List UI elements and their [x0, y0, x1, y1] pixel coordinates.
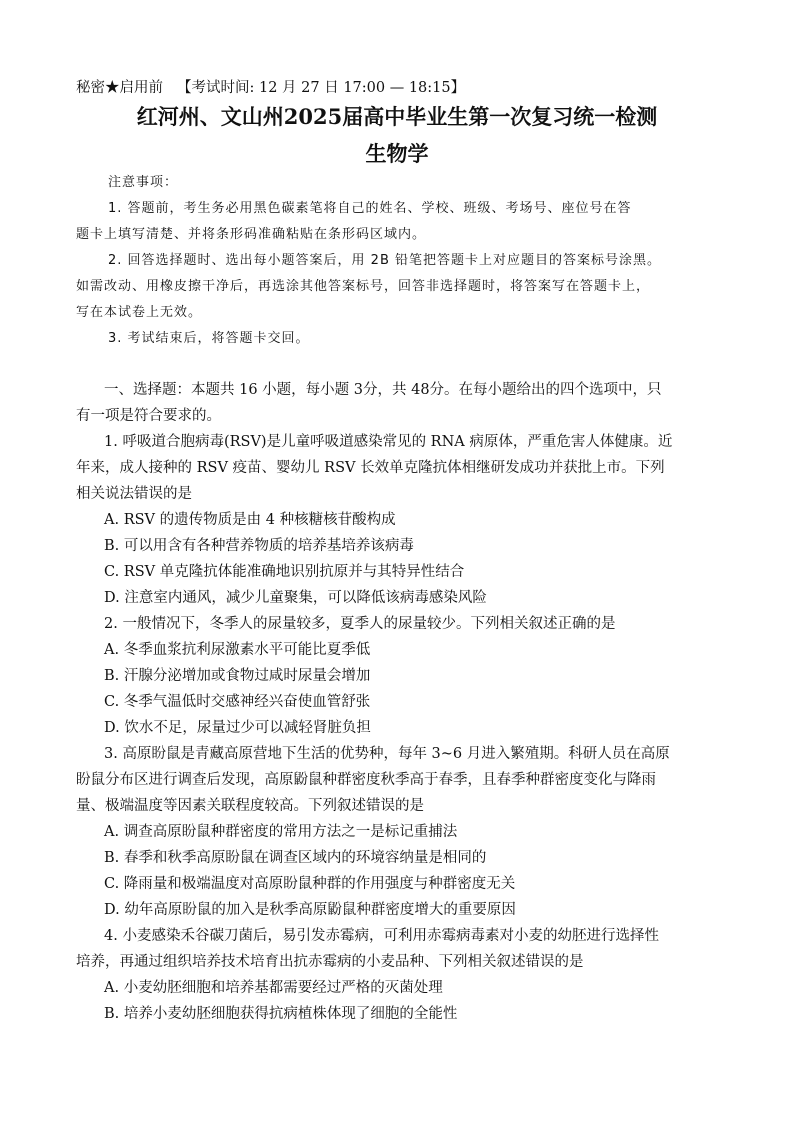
subject-title: 生物学 — [365, 141, 429, 166]
question-1-option-d: D. 注意室内通风，减少儿童聚集，可以降低该病毒感染风险 — [104, 590, 487, 606]
question-3-option-d: D. 幼年高原盼鼠的加入是秋季高原鼢鼠种群密度增大的重要原因 — [104, 902, 516, 918]
question-3-option-a: A. 调查高原盼鼠种群密度的常用方法之一是标记重捕法 — [104, 824, 458, 840]
confidential-label: 秘密★启用前 — [76, 80, 163, 96]
question-3-stem: 量、极端温度等因素关联程度较高。下列叙述错误的是 — [76, 798, 424, 814]
header-line — [76, 78, 465, 98]
notice-line: 题卡上填写清楚、并将条形码准确粘贴在条形码区域内。 — [76, 227, 427, 242]
notice-line: 写在本试卷上无效。 — [76, 305, 203, 320]
question-4-stem: 4. 小麦感染禾谷碳刀菌后，易引发赤霉病，可利用赤霉病毒素对小麦的幼胚进行选择性 — [104, 928, 659, 944]
exam-title: 红河州、文山州2025届高中毕业生第一次复习统一检测 — [136, 104, 658, 129]
section-instructions: 一、选择题：本题共 16 小题，每小题 3分，共 48分。在每小题给出的四个选项中，只 — [104, 382, 662, 398]
question-4-option-a: A. 小麦幼胚细胞和培养基都需要经过严格的灭菌处理 — [104, 980, 443, 996]
exam-time: 【考试时间: 12 月 27 日 17:00 — 18:15】 — [177, 80, 466, 96]
notice-line: 1. 答题前，考生务必用黑色碳素笔将自己的姓名、学校、班级、考场号、座位号在答 — [108, 201, 632, 216]
section-instructions-cont: 有一项是符合要求的。 — [76, 408, 221, 424]
question-2-option-a: A. 冬季血浆抗利尿激素水平可能比夏季低 — [104, 642, 371, 658]
question-3-option-b: B. 春季和秋季高原盼鼠在调查区域内的环境容纳量是相同的 — [104, 850, 487, 866]
question-2-option-c: C. 冬季气温低时交感神经兴奋使血管舒张 — [104, 694, 371, 710]
question-2-stem: 2. 一般情况下，冬季人的尿量较多，夏季人的尿量较少。下列相关叙述正确的是 — [104, 616, 616, 632]
notice-line: 2. 回答选择题时、选出每小题答案后，用 2B 铅笔把答题卡上对应题目的答案标号涂黑。 — [108, 253, 661, 268]
question-1-stem: 年来，成人接种的 RSV 疫苗、婴幼儿 RSV 长效单克隆抗体相继研发成功并获批上市。下列 — [76, 460, 665, 476]
question-3-stem: 盼鼠分布区进行调查后发现，高原鼢鼠种群密度秋季高于春季，且春季种群密度变化与降雨 — [76, 772, 656, 788]
question-1-option-b: B. 可以用含有各种营养物质的培养基培养该病毒 — [104, 538, 414, 554]
notice-line: 3. 考试结束后，将答题卡交回。 — [108, 331, 310, 346]
question-4-option-b: B. 培养小麦幼胚细胞获得抗病植株体现了细胞的全能性 — [104, 1006, 458, 1022]
question-1-stem: 相关说法错误的是 — [76, 486, 192, 502]
question-3-stem: 3. 高原盼鼠是青藏高原营地下生活的优势种，每年 3~6 月进入繁殖期。科研人员在高原 — [104, 746, 670, 762]
question-2-option-d: D. 饮水不足，尿量过少可以减轻肾脏负担 — [104, 720, 371, 736]
question-4-stem: 培养，再通过组织培养技术培育出抗赤霉病的小麦品种、下列相关叙述错误的是 — [76, 954, 584, 970]
question-1-option-a: A. RSV 的遗传物质是由 4 种核糖核苷酸构成 — [104, 512, 396, 528]
question-2-option-b: B. 汗腺分泌增加或食物过咸时尿量会增加 — [104, 668, 371, 684]
notice-line: 如需改动、用橡皮擦干净后，再选涂其他答案标号，回答非选择题时，将答案写在答题卡上， — [76, 279, 651, 294]
question-3-option-c: C. 降雨量和极端温度对高原盼鼠种群的作用强度与种群密度无关 — [104, 876, 516, 892]
question-1-stem: 1. 呼吸道合胞病毒(RSV)是儿童呼吸道感染常见的 RNA 病原体，严重危害人体健康。近 — [104, 434, 673, 450]
notice-heading: 注意事项： — [108, 175, 179, 190]
question-1-option-c: C. RSV 单克隆抗体能准确地识别抗原并与其特异性结合 — [104, 564, 465, 580]
